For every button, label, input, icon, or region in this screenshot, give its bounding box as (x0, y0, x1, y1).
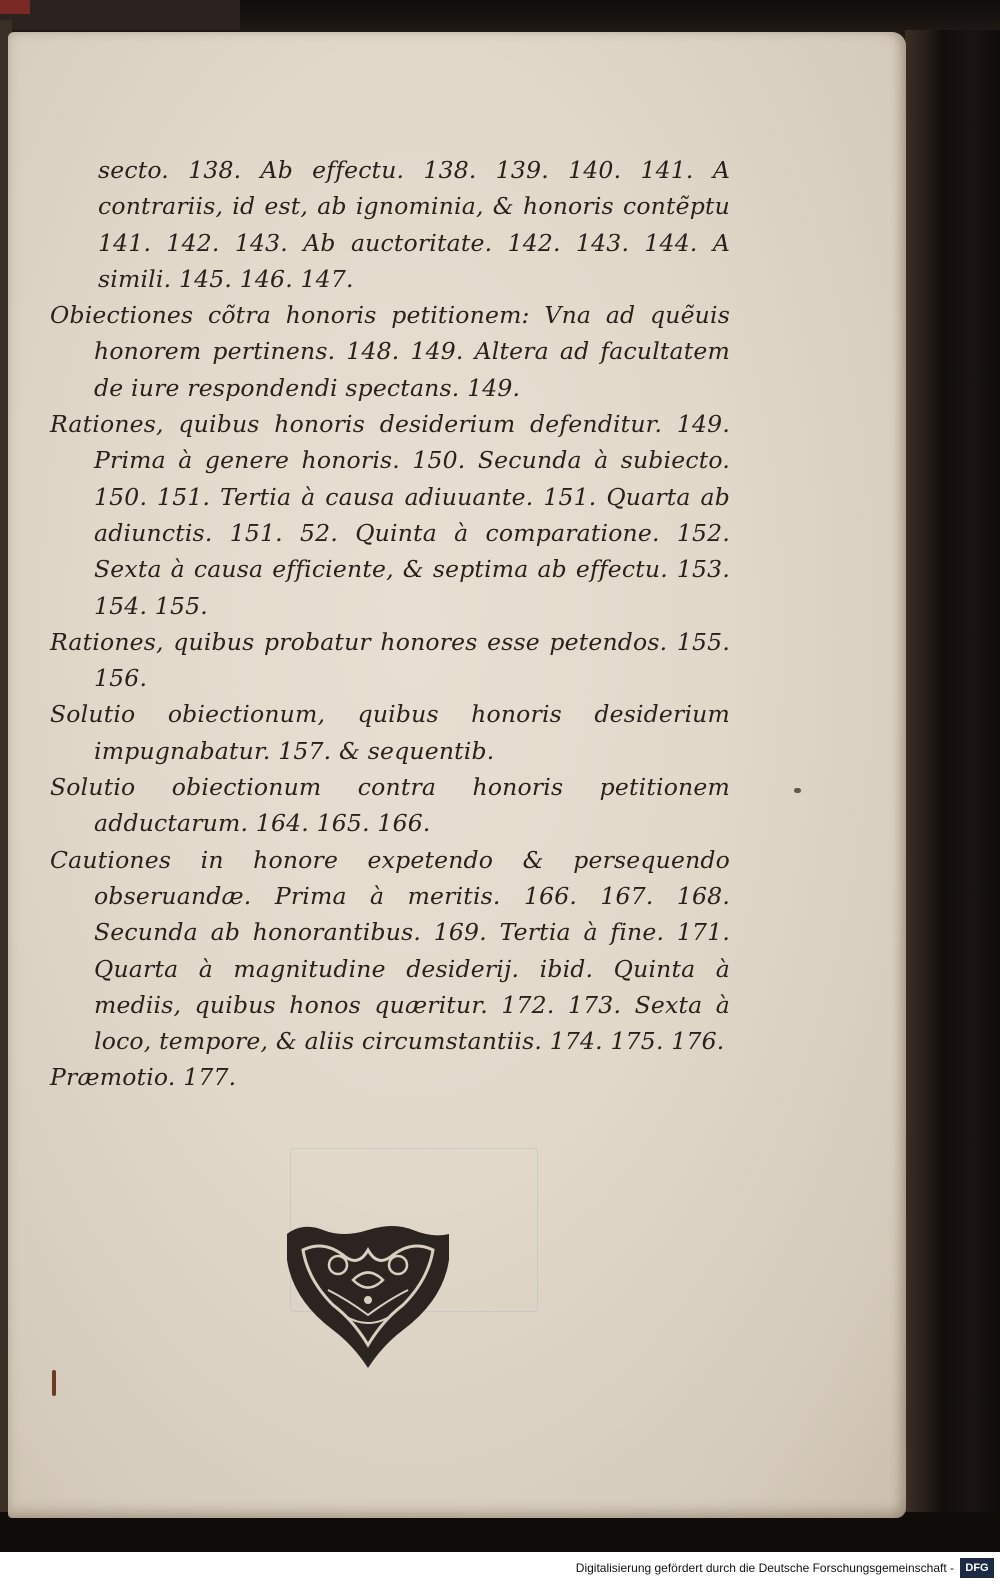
index-entry: Obiectiones cõtra honoris petitionem: Vna ad quẽuis honorem pertinens. 148. 149. Altera ad facultatem de iure respondendi spectans. 149. (50, 301, 730, 402)
index-entry: Rationes, quibus honoris desiderium defenditur. 149. Prima à genere honoris. 150. Secunda à subiecto. 150. 151. Tertia à causa adiuuante. 151. Quarta ab adiunctis. 151. 52. Quinta à comparatione. 152. Sexta à causa efficiente, & septima ab effectu. 153. 154. 155. (50, 410, 730, 620)
index-entry: Rationes, quibus probatur honores esse petendos. 155. 156. (50, 627, 730, 693)
book-page (8, 32, 906, 1518)
index-entry: Solutio obiectionum contra honoris petitionem adductarum. 164. 165. 166. (50, 773, 730, 838)
footer-credit: Digitalisierung gefördert durch die Deutsche Forschungsgemeinschaft - (575, 1561, 954, 1575)
index-entry: Cautiones in honore expetendo & persequendo obseruandæ. Prima à meritis. 166. 167. 168. Secunda ab honorantibus. 169. Tertia à fine. 171. Quarta à magnitudine desiderij. ibid. Quinta à mediis, quibus honos quæritur. 172. 173. Sexta à loco, tempore, & aliis circumstantiis. 174. 175. 176. (50, 845, 730, 1056)
ink-mark (52, 1370, 56, 1396)
book-fore-edge (905, 30, 1000, 1550)
dfg-logo: DFG (960, 1558, 994, 1578)
printers-ornament-icon (283, 1220, 453, 1370)
index-text-block (50, 152, 730, 1096)
index-entry: secto. 138. Ab effectu. 138. 139. 140. 141. A contrariis, id est, ab ignominia, & honoris contẽptu 141. 142. 143. Ab auctoritate. 142. 143. 144. A simili. 145. 146. 147. (98, 156, 730, 293)
book-cover-red-corner (0, 0, 30, 14)
index-entry: Præmotio. 177. (50, 1063, 237, 1092)
book-cover-top (0, 0, 240, 30)
digitization-footer (0, 1552, 1000, 1586)
ink-spot (794, 788, 801, 793)
index-entry: Solutio obiectionum, quibus honoris desiderium impugnabatur. 157. & sequentib. (50, 700, 730, 765)
